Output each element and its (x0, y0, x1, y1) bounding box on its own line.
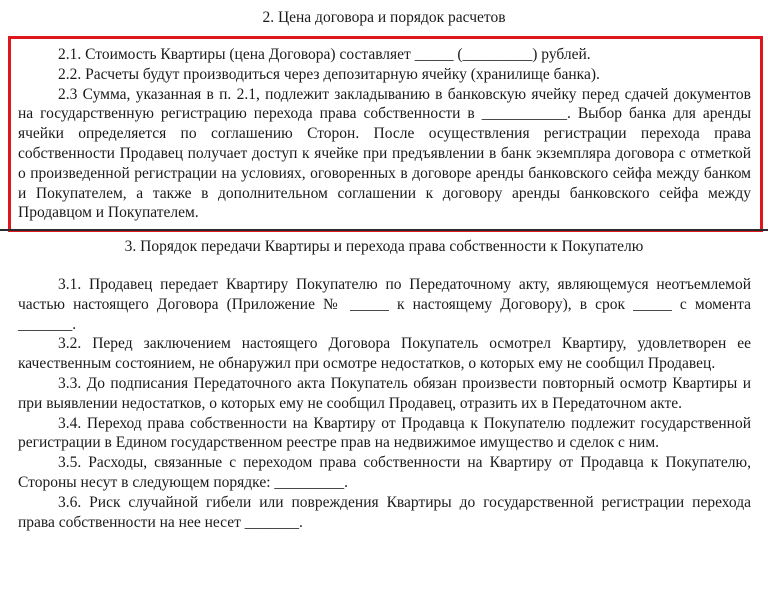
paragraph-3-1: 3.1. Продавец передает Квартиру Покупателю по Передаточному акту, являющемуся неотъемлемой частью настоящего Договора (Приложение № _____ к настоящему Договору), в срок _____ с момента _______. (18, 276, 751, 333)
paragraph-3-2: 3.2. Перед заключением настоящего Договора Покупатель осмотрел Квартиру, удовлетворен ее качественным состоянием, не обнаружил при осмотре недостатков, о которых ему не сообщил Продавец. (18, 335, 751, 373)
paragraph-2-1: 2.1. Стоимость Квартиры (цена Договора) составляет _____ (_________) рублей. (58, 46, 591, 63)
section-2-body (18, 45, 751, 223)
paragraph-3-5: 3.5. Расходы, связанные с переходом права собственности на Квартиру от Продавца к Покупателю, Стороны несут в следующем порядке: _________. (18, 454, 751, 491)
paragraph-3-6: 3.6. Риск случайной гибели или повреждения Квартиры до государственной регистрации перехода права собственности на нее несет _______. (18, 493, 751, 531)
section-3-heading: 3. Порядок передачи Квартиры и перехода права собственности к Покупателю (124, 238, 644, 255)
paragraph-3-3: 3.3. До подписания Передаточного акта Покупатель обязан произвести повторный осмотр Квартиры и при выявлении недостатков, о которых ему не сообщил Продавец, отразить их в Передаточном акте. (18, 374, 751, 412)
paragraph-2-3: 2.3 Сумма, указанная в п. 2.1, подлежит закладыванию в банковскую ячейку перед сдачей документов на государственную регистрацию перехода права собственности в ___________. Выбор банка для аренды ячейки определяется по соглашению Сторон. После осуществления регистрации перехода права собственности Продавец получает доступ к ячейке при предъявлении в банк экземпляра договора с отметкой о произведенной регистрации на условиях, оговоренных в договоре аренды банковского сейфа между банком и Покупателем, а также в дополнительном соглашении к договору аренды банковского сейфа между Продавцом и Покупателем. (18, 85, 751, 222)
separator-line (0, 229, 768, 231)
paragraph-3-4: 3.4. Переход права собственности на Квартиру от Продавца к Покупателю подлежит государственной регистрации в Едином государственном реестре прав на недвижимое имущество и сделок с ним. (18, 414, 751, 452)
section-3-body (18, 275, 751, 532)
section-2-heading: 2. Цена договора и порядок расчетов (262, 9, 506, 26)
paragraph-2-2: 2.2. Расчеты будут производиться через депозитарную ячейку (хранилище банка). (58, 65, 600, 83)
